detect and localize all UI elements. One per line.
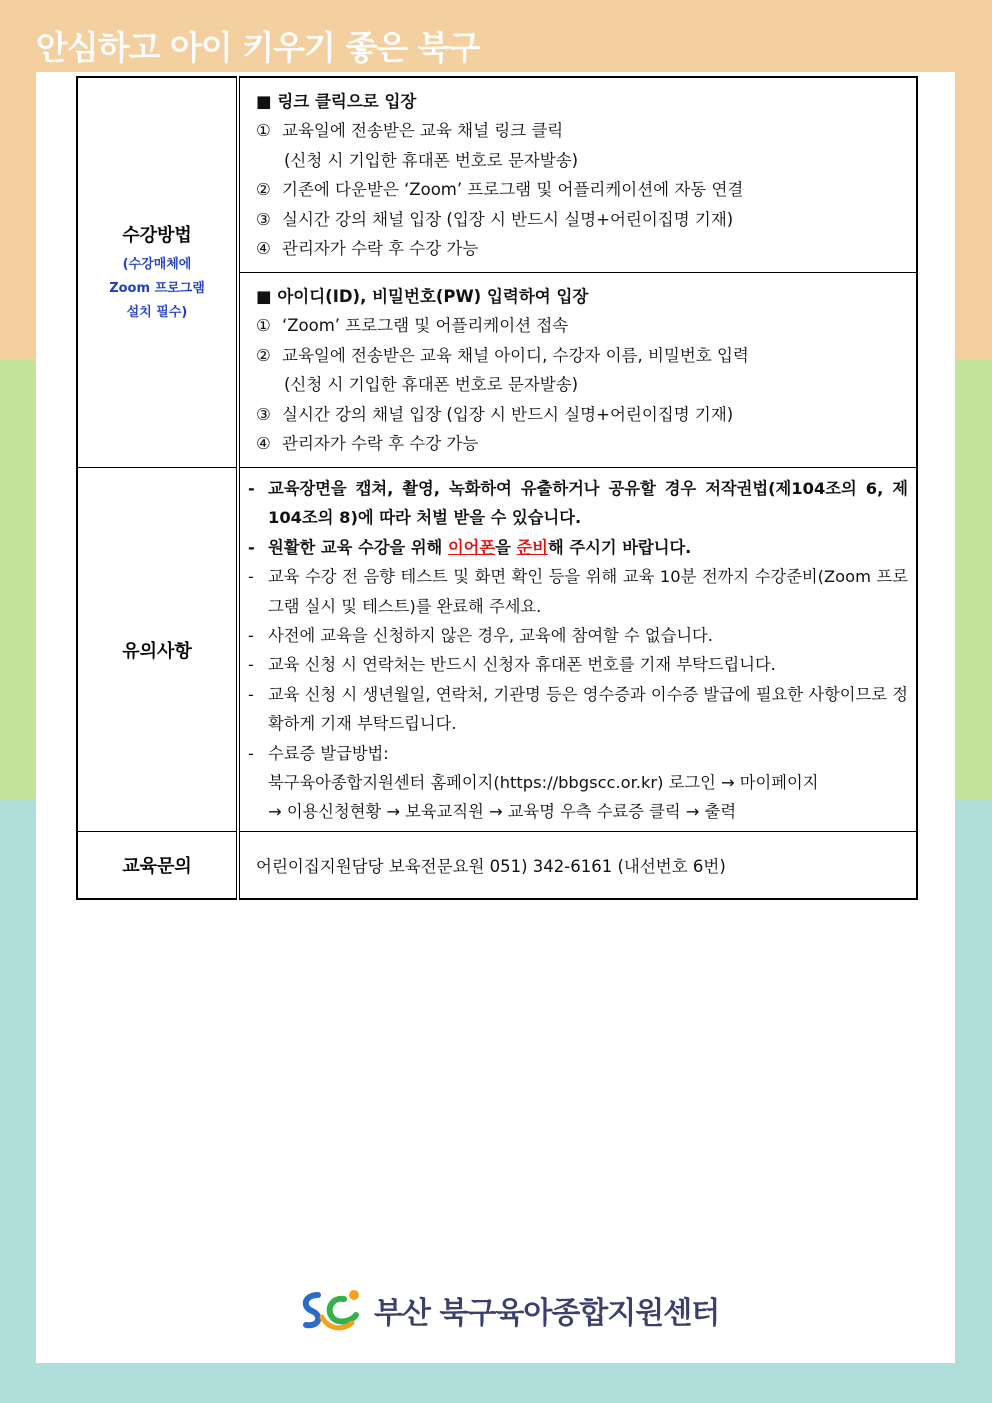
id-step-note: (신청 시 기입한 휴대폰 번호로 문자발송) [284, 375, 579, 395]
link-entry-heading: ■ 링크 클릭으로 입장 [256, 92, 417, 111]
id-step: ④ 관리자가 수락 후 수강 가능 [256, 434, 479, 454]
info-table [76, 76, 918, 900]
id-step: ② 교육일에 전송받은 교육 채널 아이디, 수강자 이름, 비밀번호 입력 [256, 345, 749, 365]
note-item-certificate: - 수료증 발급방법: 북구육아종합지원센터 홈페이지(https://bbgscc.or.kr) 로그인 → 마이페이지 → 이용신청현황 → 보육교직원 → 교육명 우측 수료증 클릭 → 출력 [248, 739, 908, 827]
id-step: ① ‘Zoom’ 프로그램 및 어플리케이션 접속 [256, 316, 569, 336]
certificate-path-line2: → 이용신청현황 → 보육교직원 → 교육명 우측 수료증 클릭 → 출력 [268, 802, 737, 822]
link-step: ② 기존에 다운받은 ‘Zoom’ 프로그램 및 어플리케이션에 자동 연결 [256, 180, 744, 200]
method-label: 수강방법 [122, 224, 192, 246]
link-entry-section [238, 77, 917, 273]
footer-logo [298, 1287, 719, 1333]
notes-row [77, 468, 917, 832]
notes-label-cell [77, 468, 238, 832]
notes-section [238, 468, 917, 832]
method-sublabel: (수강매체에 Zoom 프로그램 설치 필수) [109, 256, 205, 320]
contact-text: 어린이집지원담당 보육전문요원 051) 342-6161 (내선번호 6번) [238, 832, 917, 900]
note-item: - 교육 수강 전 음향 테스트 및 화면 확인 등을 위해 교육 10분 전까지 수강준비(Zoom 프로그램 실시 및 테스트)를 완료해 주세요. [248, 567, 908, 616]
slogan-header: 안심하고 아이 키우기 좋은 북구 [36, 28, 480, 67]
link-step: ④ 관리자가 수락 후 수강 가능 [256, 239, 479, 259]
contact-row [77, 832, 917, 900]
contact-label-cell [77, 832, 238, 900]
note-item: - 원활한 교육 수강을 위해 이어폰을 준비해 주시기 바랍니다. [248, 537, 692, 557]
org-name: 부산 북구육아종합지원센터 [374, 1296, 720, 1331]
link-step: ③ 실시간 강의 채널 입장 (입장 시 반드시 실명+어린이집명 기재) [256, 209, 734, 229]
note-item: - 사전에 교육을 신청하지 않은 경우, 교육에 참여할 수 없습니다. [248, 626, 713, 646]
note-item: - 교육장면을 캡쳐, 촬영, 녹화하여 유출하거나 공유할 경우 저작권법(제104조의 6, 제104조의 8)에 따라 처벌 받을 수 있습니다. [248, 479, 908, 528]
method-row [77, 77, 917, 273]
id-entry-heading: ■ 아이디(ID), 비밀번호(PW) 입력하여 입장 [256, 287, 589, 306]
contact-label: 교육문의 [122, 856, 192, 877]
link-step-note: (신청 시 기입한 휴대폰 번호로 문자발송) [284, 150, 579, 170]
prepare-highlight: 준비 [516, 537, 549, 557]
earphone-highlight: 이어폰 [447, 537, 496, 557]
id-step: ③ 실시간 강의 채널 입장 (입장 시 반드시 실명+어린이집명 기재) [256, 404, 734, 424]
document-page [36, 72, 955, 1363]
method-label-cell [77, 77, 238, 468]
id-entry-section [238, 273, 917, 468]
center-logo-icon [298, 1287, 364, 1333]
link-step: ① 교육일에 전송받은 교육 채널 링크 클릭 [256, 121, 564, 141]
certificate-title: 수료증 발급방법: [268, 743, 389, 763]
note-item: - 교육 신청 시 생년월일, 연락처, 기관명 등은 영수증과 이수증 발급에 필요한 사항이므로 정확하게 기재 부탁드립니다. [248, 684, 908, 734]
note-item: - 교육 신청 시 연락처는 반드시 신청자 휴대폰 번호를 기재 부탁드립니다. [248, 655, 776, 675]
notes-label: 유의사항 [122, 640, 192, 662]
certificate-path-line1: 북구육아종합지원센터 홈페이지(https://bbgscc.or.kr) 로그인 → 마이페이지 [268, 773, 819, 793]
